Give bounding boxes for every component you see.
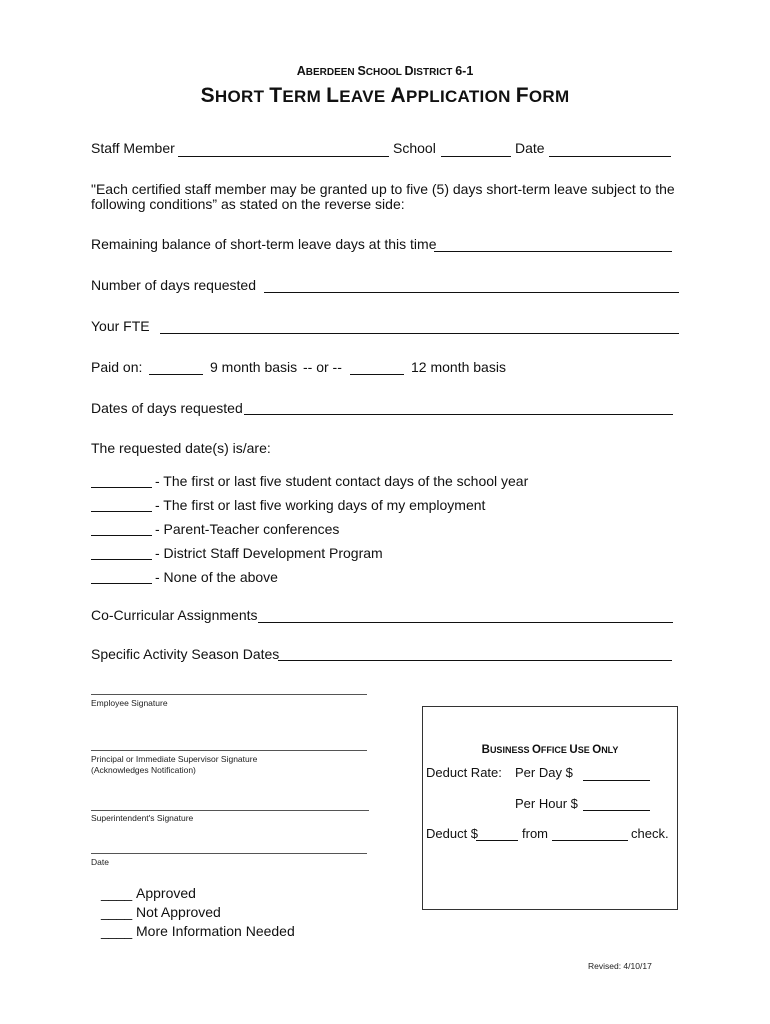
- days-requested-label: Number of days requested: [91, 277, 256, 293]
- date-option-blank[interactable]: [91, 535, 152, 536]
- season-dates-label: Specific Activity Season Dates: [91, 646, 280, 662]
- fte-label: Your FTE: [91, 318, 150, 334]
- deduct-label: Deduct $: [426, 826, 479, 841]
- from-label: from: [522, 826, 548, 841]
- dates-requested-label: Dates of days requested: [91, 400, 243, 416]
- twelve-month-blank[interactable]: [350, 374, 404, 375]
- paid-on-label: Paid on:: [91, 359, 143, 375]
- date-option-label: - Parent-Teacher conferences: [155, 521, 340, 537]
- business-office-title: BUSINESS OFFICE USE ONLY: [481, 744, 619, 756]
- co-curricular-field[interactable]: [258, 622, 673, 623]
- approved-blank[interactable]: ____: [101, 885, 133, 901]
- superintendent-signature-line[interactable]: [91, 810, 369, 811]
- per-hour-label: Per Hour $: [515, 796, 578, 811]
- more-info-blank[interactable]: ____: [101, 923, 133, 939]
- date-signature-label: Date: [91, 857, 109, 867]
- school-field[interactable]: [441, 156, 511, 157]
- staff-member-label: Staff Member: [91, 140, 175, 156]
- or-separator: -- or --: [303, 359, 342, 375]
- more-info-label: More Information Needed: [136, 923, 295, 939]
- principal-signature-note: (Acknowledges Notification): [91, 765, 196, 775]
- school-label: School: [393, 140, 436, 156]
- principal-signature-label: Principal or Immediate Supervisor Signature: [91, 754, 258, 764]
- date-label: Date: [515, 140, 545, 156]
- principal-signature-line[interactable]: [91, 750, 367, 751]
- per-hour-field[interactable]: [583, 810, 650, 811]
- staff-member-field[interactable]: [178, 156, 389, 157]
- revised-date: Revised: 4/10/17: [588, 961, 652, 971]
- date-option-label: - The first or last five working days of my employment: [155, 497, 486, 513]
- remaining-balance-label: Remaining balance of short-term leave days at this time: [91, 236, 437, 252]
- superintendent-signature-label: Superintendent's Signature: [91, 813, 194, 823]
- date-signature-line[interactable]: [91, 853, 367, 854]
- approved-label: Approved: [136, 885, 196, 901]
- date-option-blank[interactable]: [91, 559, 152, 560]
- twelve-month-label: 12 month basis: [411, 359, 506, 375]
- co-curricular-label: Co-Curricular Assignments: [91, 607, 258, 623]
- per-day-label: Per Day $: [515, 765, 573, 780]
- nine-month-blank[interactable]: [149, 374, 203, 375]
- not-approved-blank[interactable]: ____: [101, 904, 133, 920]
- deduct-rate-label: Deduct Rate:: [426, 765, 502, 780]
- date-field[interactable]: [549, 156, 671, 157]
- employee-signature-label: Employee Signature: [91, 698, 168, 708]
- requested-dates-heading: The requested date(s) is/are:: [91, 440, 271, 456]
- date-option-label: - The first or last five student contact days of the school year: [155, 473, 529, 489]
- date-option-blank[interactable]: [91, 511, 152, 512]
- dates-requested-field[interactable]: [244, 414, 673, 415]
- check-label: check.: [631, 826, 669, 841]
- season-dates-field[interactable]: [278, 660, 672, 661]
- not-approved-label: Not Approved: [136, 904, 221, 920]
- district-name: ABERDEEN SCHOOL DISTRICT 6-1: [296, 64, 474, 78]
- remaining-balance-field[interactable]: [434, 251, 672, 252]
- date-option-label: - None of the above: [155, 569, 278, 585]
- fte-field[interactable]: [160, 333, 679, 334]
- conditions-quote: "Each certified staff member may be granted up to five (5) days short-term leave subject to the: [91, 181, 675, 197]
- deduct-from-field[interactable]: [552, 840, 628, 841]
- conditions-quote-line2: following conditions” as stated on the reverse side:: [91, 196, 405, 212]
- date-option-label: - District Staff Development Program: [155, 545, 383, 561]
- per-day-field[interactable]: [583, 780, 650, 781]
- employee-signature-line[interactable]: [91, 694, 367, 695]
- deduct-amount-field[interactable]: [476, 840, 518, 841]
- form-title: SHORT TERM LEAVE APPLICATION FORM: [200, 84, 570, 107]
- date-option-blank[interactable]: [91, 583, 152, 584]
- days-requested-field[interactable]: [264, 292, 679, 293]
- nine-month-label: 9 month basis: [210, 359, 298, 375]
- date-option-blank[interactable]: [91, 487, 152, 488]
